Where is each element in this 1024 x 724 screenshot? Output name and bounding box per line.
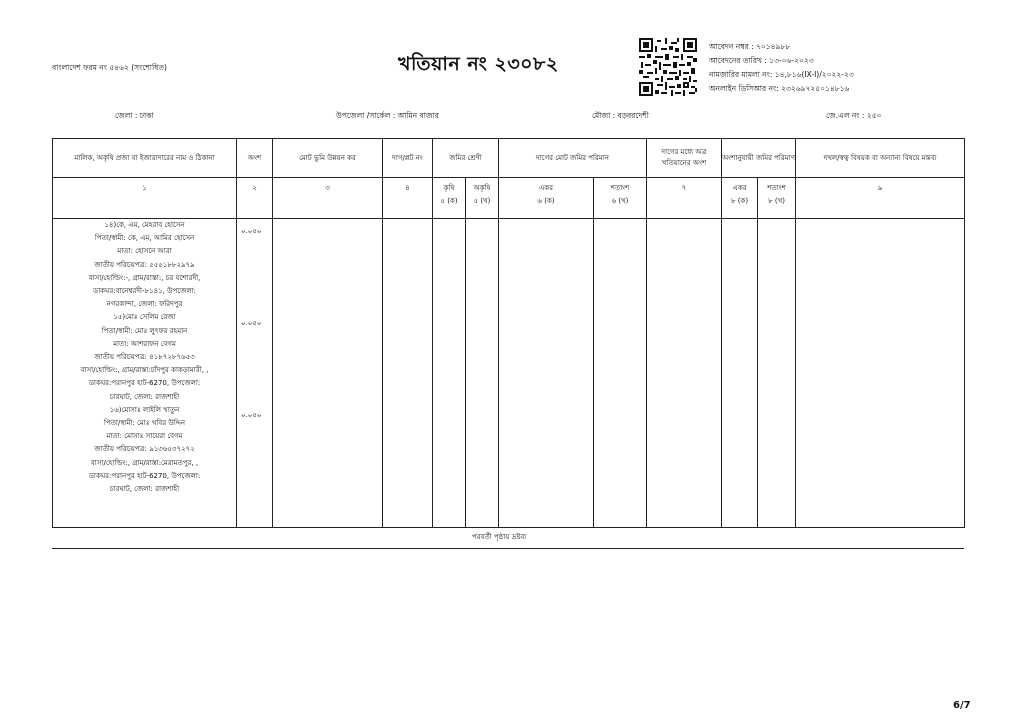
owner-line: পিতা/স্বামী: কে, এম, আমির হোসেন xyxy=(94,234,195,243)
table-header-row xyxy=(53,139,965,178)
page-number: 6/7 xyxy=(953,700,971,711)
owner-line: ১৪)কে, এম, মেহরাব হোসেন xyxy=(104,221,185,229)
khatian-share-cell xyxy=(647,219,722,528)
col-number-7: ৭ xyxy=(647,178,722,219)
owner-cell xyxy=(53,219,237,528)
owner-line: বাসা/হোল্ডিং:, গ্রাম/রাস্তা:মেরামতপুর, , xyxy=(90,458,199,467)
col-okrishi xyxy=(466,178,499,219)
okrishi-cell xyxy=(466,219,499,528)
dag-no-cell xyxy=(383,219,433,528)
owner-line: ১৫)মোঃ সেলিম রেজা xyxy=(113,313,176,322)
header-dev-tax: মোট ভুমি উন্নয়ন কর xyxy=(273,139,383,178)
owner-line: মাতা: মোসাঃ সায়েরা বেগম xyxy=(106,432,183,441)
col-number-4: ৪ xyxy=(383,178,433,219)
owner-line: বাসা/হোল্ডিং:, গ্রাম/রাস্তা:চাঁদপুর কাকড়ামারী, , xyxy=(80,366,209,375)
header-share: অংশ xyxy=(237,139,273,178)
owner-line: জাতীয় পরিচয়পত্র: ৪১৮৭২৮৭৬৫৩ xyxy=(94,353,195,362)
owner-line: ১৬)মোসাঃ লাইলি খাতুন xyxy=(109,405,180,414)
header-owner: মালিক, অকৃষি প্রজা বা ইজারাদারের নাম ও ঠিকানা xyxy=(53,139,237,178)
col-acre-2 xyxy=(722,178,758,219)
application-info xyxy=(709,40,854,96)
col-shotangsho xyxy=(594,178,647,219)
shotangsho-2-cell xyxy=(758,219,796,528)
okrishi-number: ৫ (খ) xyxy=(473,197,491,205)
owner-line: মাতা: হোসনে আরা xyxy=(117,247,172,256)
acre-number: ৬ (ক) xyxy=(537,197,555,205)
acre-2-cell xyxy=(722,219,758,528)
khatian-table xyxy=(52,138,965,528)
owner-line: জাতীয় পরিচয়পত্র: ৫৫৫১৮৮২৯৭৯ xyxy=(94,260,195,269)
krishi-label: কৃষি xyxy=(443,184,455,192)
owner-line: বাসা/হোল্ডিং:-, গ্রাম/রাস্তা:, চর যশোরদী, xyxy=(88,273,201,282)
krishi-cell xyxy=(433,219,466,528)
col-number-1: ১ xyxy=(53,178,237,219)
upazila-label: উপজেলা /সার্কেল : আমিন বাজার xyxy=(336,111,439,120)
footer-divider xyxy=(52,548,964,549)
qr-code-icon xyxy=(638,38,698,96)
owner-line: জাতীয় পরিচয়পত্র: ৯১৩৬৫৩৭২৭২ xyxy=(94,445,195,454)
dev-tax-cell xyxy=(273,219,383,528)
owner-line: চারঘাট, জেলা: রাজশাহী xyxy=(109,485,180,494)
continued-on-next-page: পরবর্তী পৃষ্ঠায় দ্রষ্টব্য xyxy=(472,533,527,541)
remarks-cell xyxy=(796,219,965,528)
header-remarks: দখল/স্বত্ব বিষয়ক বা অন্যান্য বিষয়ে মন্তব্য xyxy=(796,139,965,178)
col-acre xyxy=(499,178,594,219)
online-dcr-number: অনলাইন ডিসিআর নং: ২৩২৬৯৭২৫০১৪৮১৬ xyxy=(709,84,850,93)
share-value: ০.০৫০ xyxy=(241,227,262,235)
acre2-number: ৮ (ক) xyxy=(730,197,749,205)
khatian-title: খতিয়ান নং ২৩০৮২ xyxy=(398,53,559,75)
acre2-label: একর xyxy=(732,184,747,192)
owner-line: ডাকঘর:পরানপুর হাট-6270, উপজেলা: xyxy=(88,379,201,388)
header-total-area: দাগের মোট জমির পরিমান xyxy=(499,139,647,178)
header-share-area: অংশানুযায়ী জমির পরিমাণ xyxy=(722,139,796,178)
owner-line: চারঘাট, জেলা: রাজশাহী xyxy=(109,392,180,401)
acre-label: একর xyxy=(538,184,554,192)
share-value: ০.০৫০ xyxy=(241,411,262,419)
col-krishi xyxy=(433,178,466,219)
mouza-label: মৌজা : বড়বরদেশী xyxy=(592,111,649,120)
jl-number-label: জে.এল নং : ২৫০ xyxy=(826,111,882,120)
owner-line: পিতা/স্বামী: মোঃ লুৎফর রহমান xyxy=(101,326,188,335)
application-number: আবেদন নম্বর : ৭০১৪৯৮৮ xyxy=(709,42,791,51)
owner-line: ডাকঘর:বানেশ্বরদী-৮১৪১, উপজেলা: xyxy=(92,287,197,296)
okrishi-label: অকৃষি xyxy=(473,184,491,192)
header-land-class: জমির শ্রেণী xyxy=(433,139,499,178)
owner-line: ডাকঘর:পরানপুর হাট-6270, উপজেলা: xyxy=(88,471,201,480)
table-row xyxy=(53,219,965,528)
col-shotangsho-2 xyxy=(758,178,796,219)
shotangsho-cell xyxy=(594,219,647,528)
application-date: আবেদনের তারিখ : ১৩-০৬-২০২৩ xyxy=(709,56,814,65)
shotangsho2-label: শতাংশ xyxy=(767,184,786,192)
acre-cell xyxy=(499,219,594,528)
owner-line: নগরকান্দা, জেলা: ফরিদপুর xyxy=(106,300,183,309)
shotangsho-number: ৬ (খ) xyxy=(611,197,629,205)
header-dag-no: দাগ/প্লট নং xyxy=(383,139,433,178)
krishi-number: ৫ (ক) xyxy=(440,197,458,205)
table-subheader-row xyxy=(53,178,965,219)
form-number: বাংলাদেশ ফরম নং ৫৪৬২ (সংশোধিত) xyxy=(52,63,167,72)
shotangsho2-number: ৮ (খ) xyxy=(768,197,785,205)
col-number-2: ২ xyxy=(237,178,273,219)
share-cell xyxy=(237,219,273,528)
owner-line: মাতা: আশরাফন বেগম xyxy=(113,339,176,348)
owner-line: পিতা/স্বামী: মোঃ খবির উদ্দিন xyxy=(103,419,186,428)
shotangsho-label: শতাংশ xyxy=(610,184,630,192)
header-khatian-share: দাগের মধ্যে অত্র খতিয়ানের অংশ xyxy=(647,139,722,178)
district-label: জেলা : ঢাকা xyxy=(115,111,154,120)
col-number-9: ৯ xyxy=(796,178,965,219)
mutation-case-number: নামজারির মামলা নং: ১৪,৮১৬(IX-I)/২০২২-২৩ xyxy=(709,70,854,79)
share-value: ০.০৫০ xyxy=(241,319,262,327)
col-number-3: ৩ xyxy=(273,178,383,219)
